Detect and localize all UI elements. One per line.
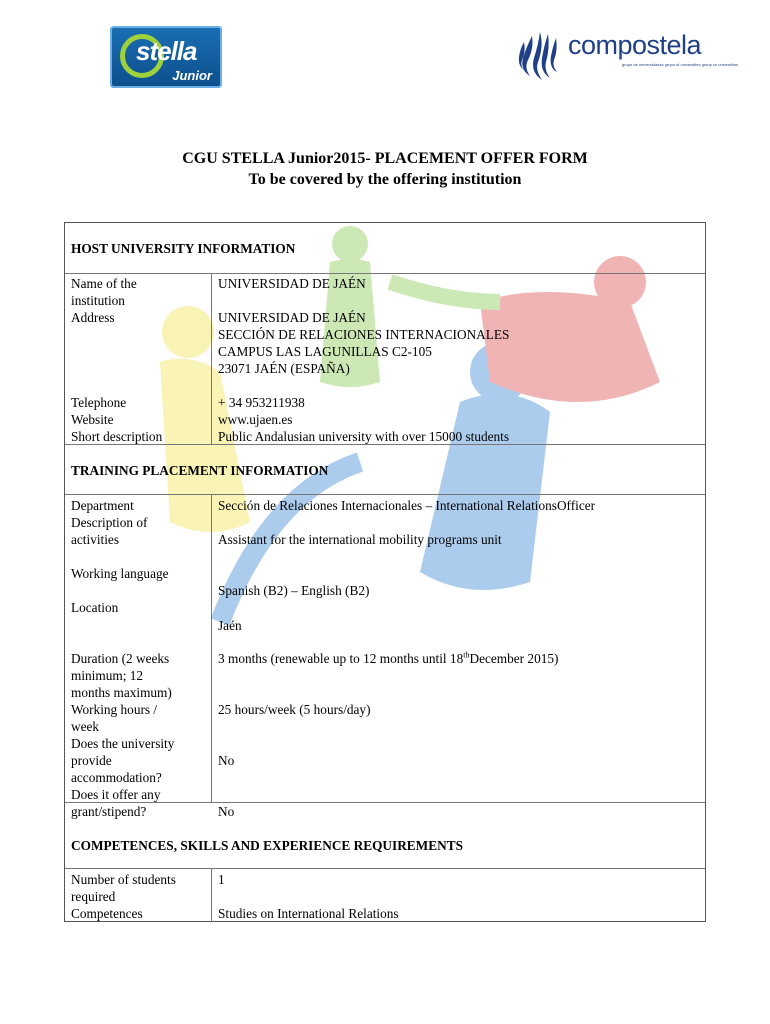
compostela-logo-word: compostela: [568, 30, 702, 60]
competences-value: Studies on International Relations: [218, 906, 399, 921]
placement-form-table: [64, 222, 706, 922]
activities-value: Assistant for the international mobility programs unit: [218, 532, 502, 547]
form-title: CGU STELLA Junior2015- PLACEMENT OFFER FORM: [182, 150, 588, 167]
compostela-logo: [518, 28, 739, 88]
working-language-value: Spanish (B2) – English (B2): [218, 583, 370, 598]
duration-label: Duration (2 weeks minimum; 12 months maximum): [71, 651, 172, 700]
institution-name-value: UNIVERSIDAD DE JAÉN: [218, 276, 366, 291]
compostela-logo-tagline: grupo de universidades grupo of universities group co universities: [622, 62, 739, 67]
host-university-heading: HOST UNIVERSITY INFORMATION: [71, 241, 296, 256]
address-label: Address: [71, 310, 115, 325]
stella-logo-sub: Junior: [172, 68, 212, 83]
duration-value: 3 months (renewable up to 12 months until 18thDecember 2015): [218, 650, 559, 666]
address-value: UNIVERSIDAD DE JAÉN SECCIÓN DE RELACIONES INTERNACIONALES CAMPUS LAS LAGUNILLAS C2-105 23071 JAÉN (ESPAÑA): [218, 310, 510, 376]
activities-label: Description of activities: [71, 515, 148, 547]
grant-value: No: [218, 804, 235, 819]
short-description-value: Public Andalusian university with over 15000 students: [218, 429, 510, 444]
working-hours-value: 25 hours/week (5 hours/day): [218, 702, 371, 717]
requirements-heading: COMPETENCES, SKILLS AND EXPERIENCE REQUIREMENTS: [71, 838, 463, 853]
working-hours-label: Working hours / week: [71, 702, 158, 734]
number-of-students-label: Number of students required: [71, 872, 176, 904]
department-label: Department: [71, 498, 134, 513]
number-of-students-value: 1: [218, 872, 225, 887]
location-value: Jaén: [218, 618, 242, 633]
location-label: Location: [71, 600, 119, 615]
short-description-label: Short description: [71, 429, 163, 444]
stella-junior-logo: [110, 26, 222, 88]
accommodation-label: Does the university provide accommodation?: [71, 736, 175, 785]
institution-name-label: Name of the institution: [71, 276, 137, 308]
form-subtitle: To be covered by the offering institution: [248, 171, 522, 188]
competences-label: Competences: [71, 906, 143, 921]
accommodation-value: No: [218, 753, 235, 768]
stella-logo-word: stella: [136, 36, 197, 66]
telephone-label: Telephone: [71, 395, 127, 410]
department-value: Sección de Relaciones Internacionales – International RelationsOfficer: [218, 498, 596, 513]
working-language-label: Working language: [71, 566, 169, 581]
compostela-emblem-icon: [518, 28, 568, 84]
telephone-value: + 34 953211938: [218, 395, 305, 410]
training-placement-heading: TRAINING PLACEMENT INFORMATION: [71, 463, 329, 478]
grant-label: Does it offer any grant/stipend?: [71, 787, 161, 819]
website-label: Website: [71, 412, 114, 427]
website-value: www.ujaen.es: [218, 412, 293, 427]
